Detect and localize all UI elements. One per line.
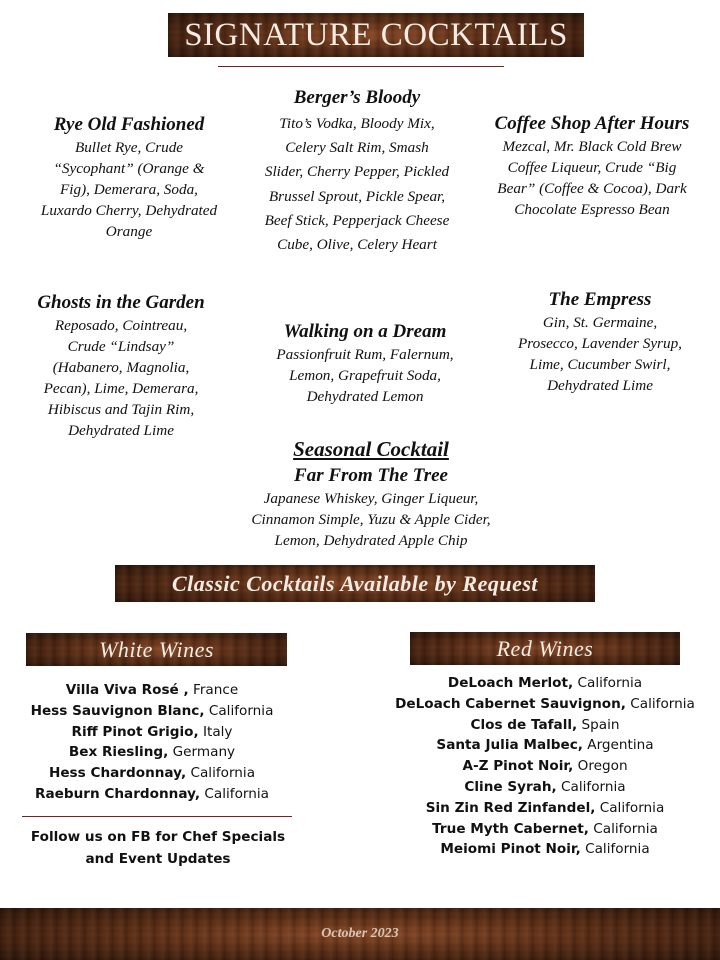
description-line: Beef Stick, Pepperjack Cheese [264, 211, 450, 229]
list-item [392, 839, 698, 860]
list-item [20, 680, 284, 701]
wine-name: Villa Viva Rosé , [65, 682, 189, 698]
wine-name: Bex Riesling, [68, 744, 169, 761]
wine-region: California [561, 778, 626, 795]
cocktail-name: Walking on a Dream [283, 321, 447, 342]
description-line: Tito’s Vodka, Bloody Mix, [279, 115, 435, 132]
description-line: Dehydrated Lime [68, 422, 174, 439]
list-item [20, 701, 284, 722]
list-item [392, 819, 698, 840]
title-divider [218, 66, 504, 67]
description-line: Prosecco, Lavender Syrup, [518, 335, 682, 352]
cocktail-name: Rye Old Fashioned [53, 114, 205, 135]
cocktail-description [498, 312, 702, 396]
cocktail-name: The Empress [548, 289, 652, 310]
list-item [20, 742, 284, 763]
description-line: Celery Salt Rim, Smash [285, 139, 429, 157]
follow-us-note [24, 826, 292, 870]
description-line: Lemon, Grapefruit Soda, [289, 367, 441, 384]
cocktail-coffee-shop-after-hours [478, 112, 706, 220]
list-item [20, 722, 284, 743]
cocktail-description [478, 136, 706, 220]
wine-region: France [193, 682, 239, 698]
wine-name: Hess Chardonnay, [48, 765, 187, 782]
list-item [392, 694, 698, 715]
wine-region: Argentina [587, 737, 654, 754]
white-wines-list [20, 680, 284, 805]
description-line: Pecan), Lime, Demerara, [43, 380, 199, 397]
list-item [392, 715, 698, 736]
description-line: Crude “Lindsay” [67, 338, 175, 355]
wine-name: Raeburn Chardonnay, [35, 785, 201, 802]
wine-region: California [204, 785, 269, 802]
list-item [392, 735, 698, 756]
cocktail-name: Far From The Tree [294, 465, 448, 486]
list-item [392, 673, 698, 694]
footer-date: October 2023 [321, 926, 399, 941]
description-line: Slider, Cherry Pepper, Pickled [264, 163, 450, 181]
wine-region: Italy [202, 723, 233, 740]
description-line: Cube, Olive, Celery Heart [277, 236, 437, 254]
description-line: Reposado, Cointreau, [54, 317, 188, 334]
wine-name: Riff Pinot Grigio, [71, 723, 199, 740]
white-wines-heading: White Wines [99, 636, 214, 662]
wine-name: DeLoach Merlot, [447, 675, 574, 691]
wine-name: True Myth Cabernet, [432, 820, 589, 837]
wine-region: California [599, 799, 665, 816]
follow-line: and Event Updates [85, 851, 231, 867]
white-wines-banner [26, 633, 287, 666]
wine-region: California [577, 675, 643, 691]
red-wines-list [392, 673, 698, 860]
description-line: Bullet Rye, Crude [74, 139, 184, 156]
wine-name: DeLoach Cabernet Sauvignon, [395, 695, 626, 712]
description-line: Dehydrated Lemon [306, 388, 424, 405]
description-line: Cinnamon Simple, Yuzu & Apple Cider, [251, 511, 491, 528]
seasonal-cocktail [230, 436, 512, 551]
classic-cocktails-text: Classic Cocktails Available by Request [171, 570, 539, 596]
footer-bar [0, 908, 720, 960]
wine-name: Meiomi Pinot Noir, [440, 841, 581, 858]
cocktail-name: Ghosts in the Garden [37, 292, 205, 313]
cocktail-the-empress [498, 288, 702, 396]
list-item [392, 798, 698, 819]
red-wines-heading: Red Wines [496, 635, 594, 661]
wine-region: Spain [581, 716, 620, 733]
description-line: Orange [105, 223, 153, 240]
section-divider [22, 816, 292, 817]
page-title: SIGNATURE COCKTAILS [184, 16, 568, 53]
wine-region: Germany [172, 744, 236, 761]
description-line: Chocolate Espresso Bean [514, 201, 670, 218]
cocktail-ghosts-in-the-garden [18, 291, 224, 441]
list-item [392, 756, 698, 777]
list-item [20, 784, 284, 805]
follow-line: Follow us on FB for Chef Specials [30, 829, 286, 845]
description-line: Passionfruit Rum, Falernum, [276, 346, 454, 363]
cocktail-description [230, 488, 512, 551]
wine-name: Santa Julia Malbec, [436, 737, 583, 754]
description-line: Dehydrated Lime [547, 377, 653, 394]
classic-cocktails-banner [115, 565, 595, 602]
description-line: (Habanero, Magnolia, [52, 359, 190, 376]
wine-name: Clos de Tafall, [470, 716, 578, 733]
description-line: Brussel Sprout, Pickle Spear, [268, 187, 446, 205]
wine-region: Oregon [577, 758, 628, 775]
description-line: Lime, Cucumber Swirl, [529, 356, 671, 373]
wine-region: California [190, 765, 256, 782]
wine-region: California [585, 841, 650, 858]
description-line: Mezcal, Mr. Black Cold Brew [502, 138, 682, 155]
description-line: Japanese Whiskey, Ginger Liqueur, [263, 490, 479, 507]
cocktail-description [244, 112, 470, 257]
description-line: Gin, St. Germaine, [542, 314, 658, 331]
cocktail-description [252, 344, 478, 407]
list-item [392, 777, 698, 798]
description-line: Fig), Demerara, Soda, [60, 181, 198, 198]
description-line: Coffee Liqueur, Crude “Big [507, 159, 677, 176]
cocktail-rye-old-fashioned [20, 113, 238, 242]
description-line: Lemon, Dehydrated Apple Chip [274, 532, 468, 549]
cocktail-bergers-bloody [244, 86, 470, 257]
cocktail-walking-on-a-dream [252, 320, 478, 407]
cocktail-name: Berger’s Bloody [293, 87, 421, 108]
description-line: “Sycophant” (Orange & [53, 160, 205, 177]
wine-name: Sin Zin Red Zinfandel, [425, 799, 596, 816]
cocktail-description [18, 315, 224, 441]
wine-region: California [208, 702, 274, 719]
red-wines-banner [410, 632, 680, 665]
wine-region: California [630, 695, 695, 712]
cocktail-name: Coffee Shop After Hours [494, 113, 690, 134]
wine-name: Cline Syrah, [464, 778, 557, 795]
list-item [20, 763, 284, 784]
wine-region: California [593, 820, 658, 837]
wine-name: A-Z Pinot Noir, [462, 758, 574, 775]
cocktail-description [20, 137, 238, 242]
description-line: Bear” (Coffee & Cocoa), Dark [497, 180, 687, 197]
seasonal-heading: Seasonal Cocktail [293, 437, 449, 461]
title-banner [168, 13, 584, 57]
wine-name: Hess Sauvignon Blanc, [30, 702, 205, 719]
description-line: Hibiscus and Tajin Rim, [47, 401, 195, 418]
description-line: Luxardo Cherry, Dehydrated [40, 202, 218, 219]
